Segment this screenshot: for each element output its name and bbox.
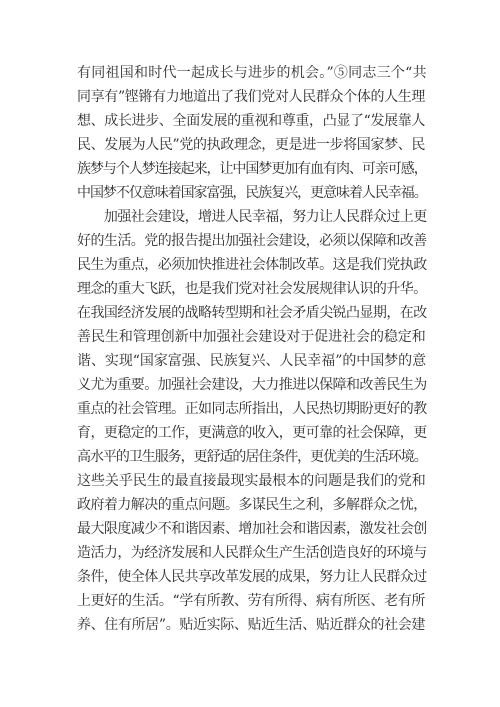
- text-line: 条件，使全体人民共享改革发展的成果，努力让人民群众过: [77, 569, 427, 585]
- text-line: 民生为重点，必须加快推进社会体制改革。这是我们党执政: [77, 257, 427, 273]
- text-line: 育，更稳定的工作，更满意的收入，更可靠的社会保障，更: [77, 425, 427, 441]
- text-line: 高水平的卫生服务，更舒适的居住条件，更优美的生活环境。: [77, 449, 427, 465]
- text-line: 政府着力解决的重点问题。多谋民生之利，多解群众之忧，: [77, 497, 427, 513]
- text-line: 加强社会建设，增进人民幸福，努力让人民群众过上更: [77, 209, 427, 225]
- text-line: 中国梦不仅意味着国家富强，民族复兴，更意味着人民幸福。: [77, 185, 427, 201]
- text-line: 族梦与个人梦连接起来，让中国梦更加有血有肉、可亲可感，: [77, 161, 427, 177]
- text-line: 同享有”铿锵有力地道出了我们党对人民群众个体的人生理: [77, 89, 426, 105]
- text-line: 这些关乎民生的最直接最现实最根本的问题是我们的党和: [77, 473, 426, 489]
- text-line: 想、成长进步、全面发展的重视和尊重，凸显了“发展靠人: [77, 113, 426, 129]
- text-line: 义尤为重要。加强社会建设，大力推进以保障和改善民生为: [77, 377, 427, 393]
- body-text: [77, 61, 427, 637]
- text-line: 养、住有所居”。贴近实际、贴近生活、贴近群众的社会建: [77, 617, 426, 633]
- text-line: 上更好的生活。“学有所教、劳有所得、病有所医、老有所: [77, 593, 426, 609]
- text-line: 谐、实现“国家富强、民族复兴、人民幸福”的中国梦的意: [77, 353, 427, 369]
- text-line: 在我国经济发展的战略转型期和社会矛盾尖锐凸显期，在改: [77, 305, 427, 321]
- text-line: 造活力，为经济发展和人民群众生产生活创造良好的环境与: [77, 545, 427, 561]
- text-line: 好的生活。党的报告提出加强社会建设，必须以保障和改善: [77, 233, 427, 249]
- text-line: 理念的重大飞跃，也是我们党对社会发展规律认识的升华。: [77, 281, 427, 297]
- text-line: 重点的社会管理。正如同志所指出，人民热切期盼更好的教: [77, 401, 427, 417]
- text-line: 善民生和管理创新中加强社会建设对于促进社会的稳定和: [77, 329, 426, 345]
- text-line: 民、发展为人民”党的执政理念，更是进一步将国家梦、民: [77, 137, 426, 153]
- text-line: 有同祖国和时代一起成长与进步的机会。”⑤同志三个“共: [77, 65, 427, 81]
- text-line: 最大限度减少不和谐因素、增加社会和谐因素，激发社会创: [77, 521, 427, 537]
